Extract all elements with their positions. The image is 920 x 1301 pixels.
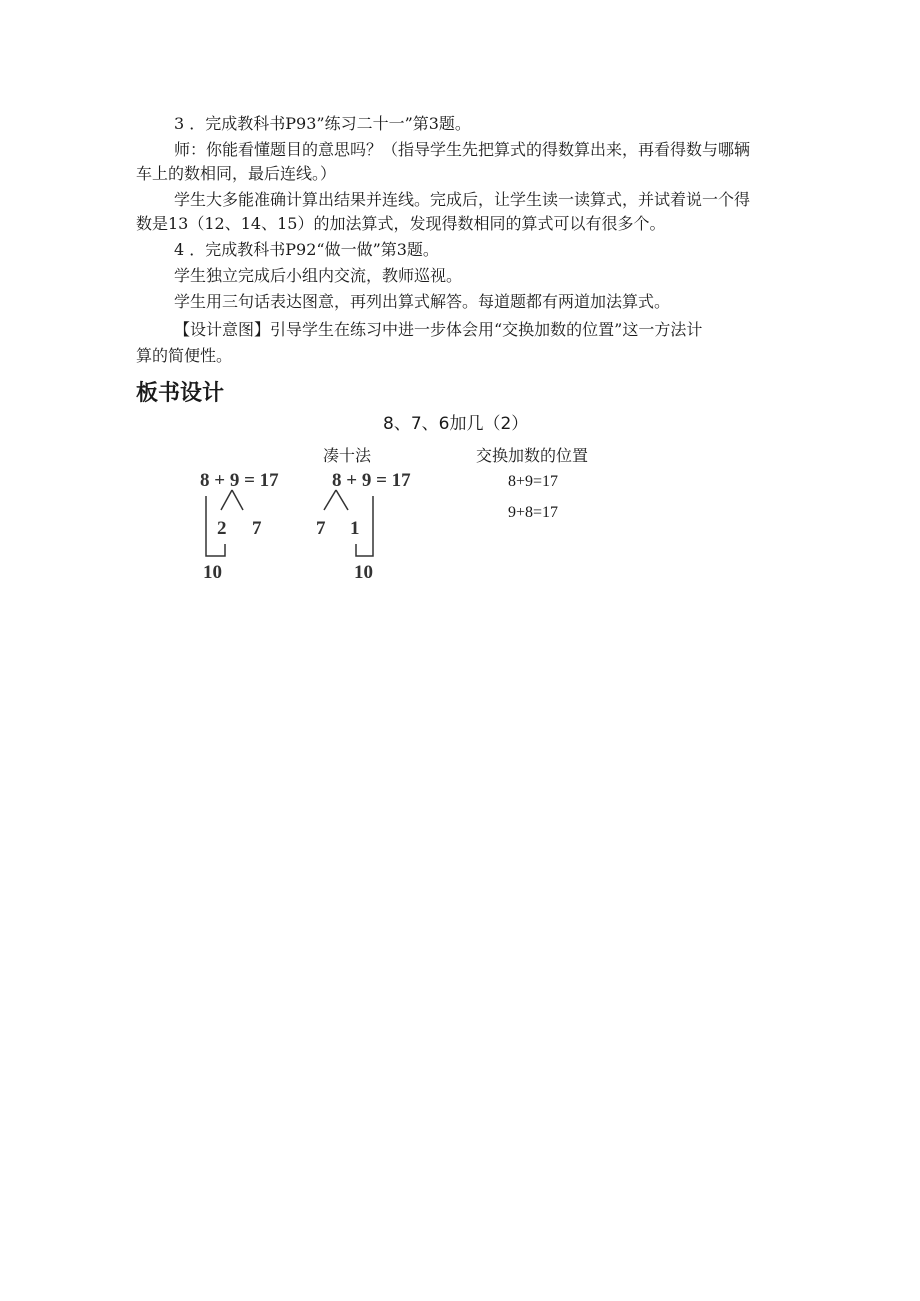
make-ten-diagram-split-first xyxy=(310,466,420,586)
board-title: 8、7、6加几（2） xyxy=(383,414,529,434)
paragraph-student-result-line1: 学生大多能准确计算出结果并连线。完成后，让学生读一读算式，并试着说一个得 xyxy=(174,190,751,209)
diagram1-branch-right xyxy=(232,490,243,510)
paragraph-three-sentences: 学生用三句话表达图意，再列出算式解答。每道题都有两道加法算式。 xyxy=(174,292,671,311)
method-make-ten-label: 凑十法 xyxy=(323,446,372,465)
diagram2-sum: 10 xyxy=(354,562,373,583)
paragraph-exercise-4: 4 ．完成教科书P92“做一做”第3题。 xyxy=(174,240,439,259)
diagram1-branch-left xyxy=(221,490,232,510)
diagram2-equation: 8 + 9 = 17 xyxy=(332,470,411,491)
paragraph-student-result-line2: 数是13（12、14、15）的加法算式，发现得数相同的算式可以有很多个。 xyxy=(136,214,666,233)
paragraph-teacher-question-line2: 车上的数相同，最后连线。） xyxy=(136,164,337,183)
method-swap-addends-label: 交换加数的位置 xyxy=(476,446,589,465)
diagram2-branch-left xyxy=(324,490,336,510)
section-heading-board-design: 板书设计 xyxy=(136,381,225,406)
diagram2-split-right: 1 xyxy=(350,518,360,539)
paragraph-design-intent-line1: 【设计意图】引导学生在练习中进一步体会用“交换加数的位置”这一方法计 xyxy=(174,320,703,339)
make-ten-diagram-split-second xyxy=(196,466,296,586)
paragraph-group-exchange: 学生独立完成后小组内交流，教师巡视。 xyxy=(174,266,463,285)
paragraph-exercise-3: 3 ．完成教科书P93”练习二十一”第3题。 xyxy=(174,114,471,133)
diagram2-branch-right xyxy=(336,490,348,510)
paragraph-design-intent-line2: 算的简便性。 xyxy=(136,346,233,365)
diagram2-split-left: 7 xyxy=(316,518,326,539)
diagram1-equation: 8 + 9 = 17 xyxy=(200,470,279,491)
diagram1-split-left: 2 xyxy=(217,518,227,539)
swap-equation-second: 9+8=17 xyxy=(508,504,559,521)
swap-equation-first: 8+9=17 xyxy=(508,473,559,490)
diagram1-sum: 10 xyxy=(203,562,222,583)
paragraph-teacher-question-line1: 师：你能看懂题目的意思吗？（指导学生先把算式的得数算出来，再看得数与哪辆 xyxy=(174,140,751,159)
diagram1-split-right: 7 xyxy=(252,518,262,539)
